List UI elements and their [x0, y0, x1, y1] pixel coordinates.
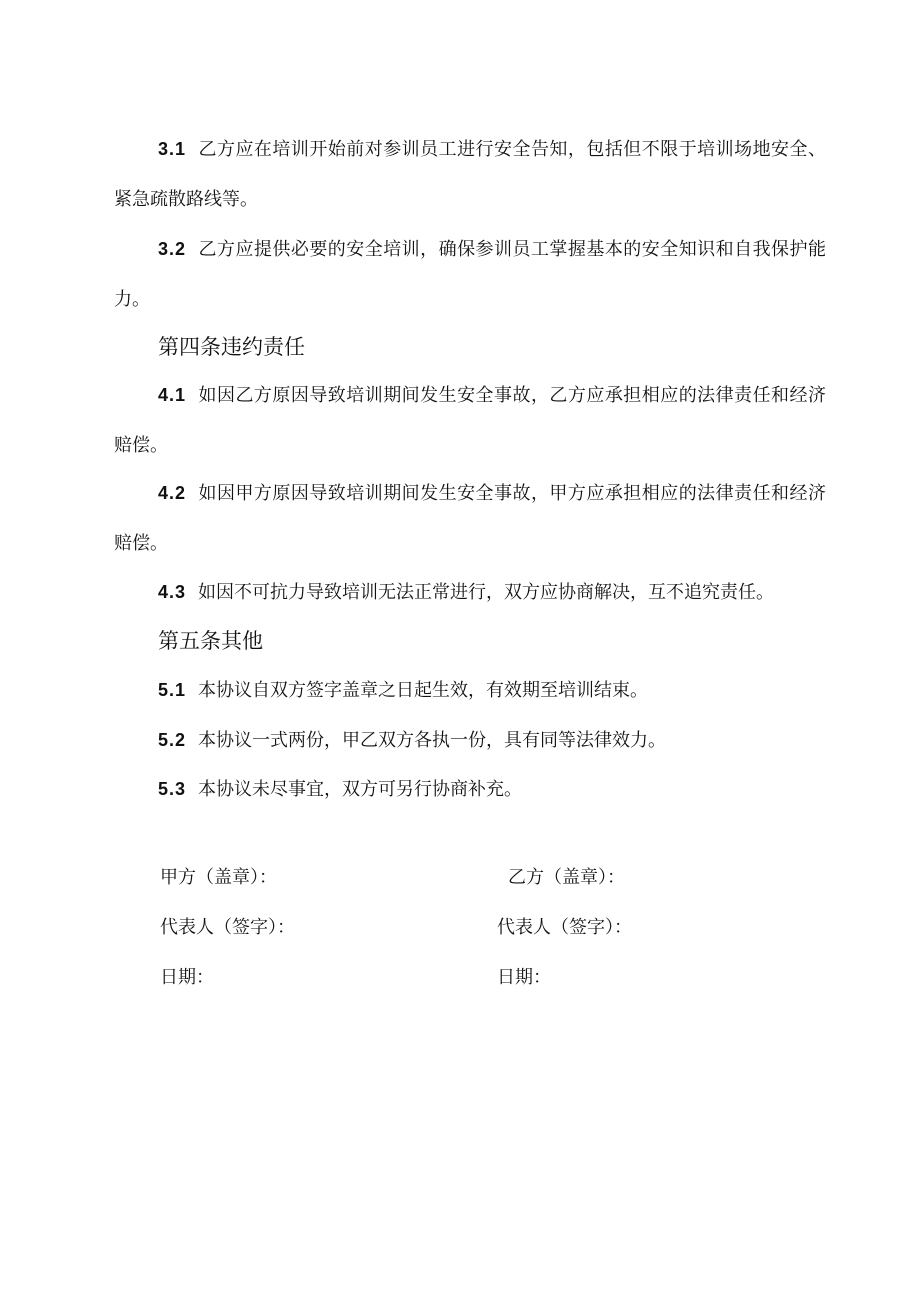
clause-3-2 — [114, 224, 826, 325]
clause-text: 本协议未尽事宜，双方可另行协商补充。 — [198, 779, 523, 800]
party-b-date-label: 日期： — [497, 967, 551, 988]
section-heading-5: 第五条其他 — [158, 629, 263, 653]
clause-number: 4.1 — [158, 385, 187, 405]
clause-number: 3.1 — [158, 139, 187, 159]
clause-4-2 — [114, 468, 826, 569]
clause-number: 4.3 — [158, 582, 187, 602]
party-b-seal-label: 乙方（盖章）： — [508, 867, 625, 888]
clause-text: 乙方应提供必要的安全培训，确保参训员工掌握基本的安全知识和自我保护能力。 — [114, 239, 826, 310]
clause-text: 如因乙方原因导致培训期间发生安全事故，乙方应承担相应的法律责任和经济赔偿。 — [114, 385, 826, 456]
party-a-date-label: 日期： — [160, 967, 214, 988]
clause-5-3 — [114, 764, 826, 815]
party-a-representative-label: 代表人（签字）： — [160, 917, 295, 938]
clause-text: 本协议自双方签字盖章之日起生效，有效期至培训结束。 — [198, 680, 649, 701]
clause-number: 4.2 — [158, 483, 187, 503]
clause-text: 乙方应在培训开始前对参训员工进行安全告知，包括但不限于培训场地安全、紧急疏散路线等。 — [114, 139, 826, 210]
clause-text: 如因甲方原因导致培训期间发生安全事故，甲方应承担相应的法律责任和经济赔偿。 — [114, 483, 826, 554]
clause-5-1 — [114, 665, 826, 716]
clause-text: 如因不可抗力导致培训无法正常进行，双方应协商解决，互不追究责任。 — [198, 582, 775, 603]
clause-4-1 — [114, 370, 826, 471]
clause-4-3 — [114, 567, 826, 618]
clause-3-1 — [114, 124, 826, 225]
clause-number: 3.2 — [158, 239, 187, 259]
clause-5-2 — [114, 715, 826, 766]
party-a-seal-label: 甲方（盖章）： — [160, 867, 277, 888]
clause-number: 5.1 — [158, 680, 187, 700]
section-heading-4: 第四条违约责任 — [158, 335, 305, 359]
party-b-representative-label: 代表人（签字）： — [497, 917, 632, 938]
clause-text: 本协议一式两份，甲乙双方各执一份，具有同等法律效力。 — [198, 730, 667, 751]
clause-number: 5.2 — [158, 730, 187, 750]
clause-number: 5.3 — [158, 779, 187, 799]
